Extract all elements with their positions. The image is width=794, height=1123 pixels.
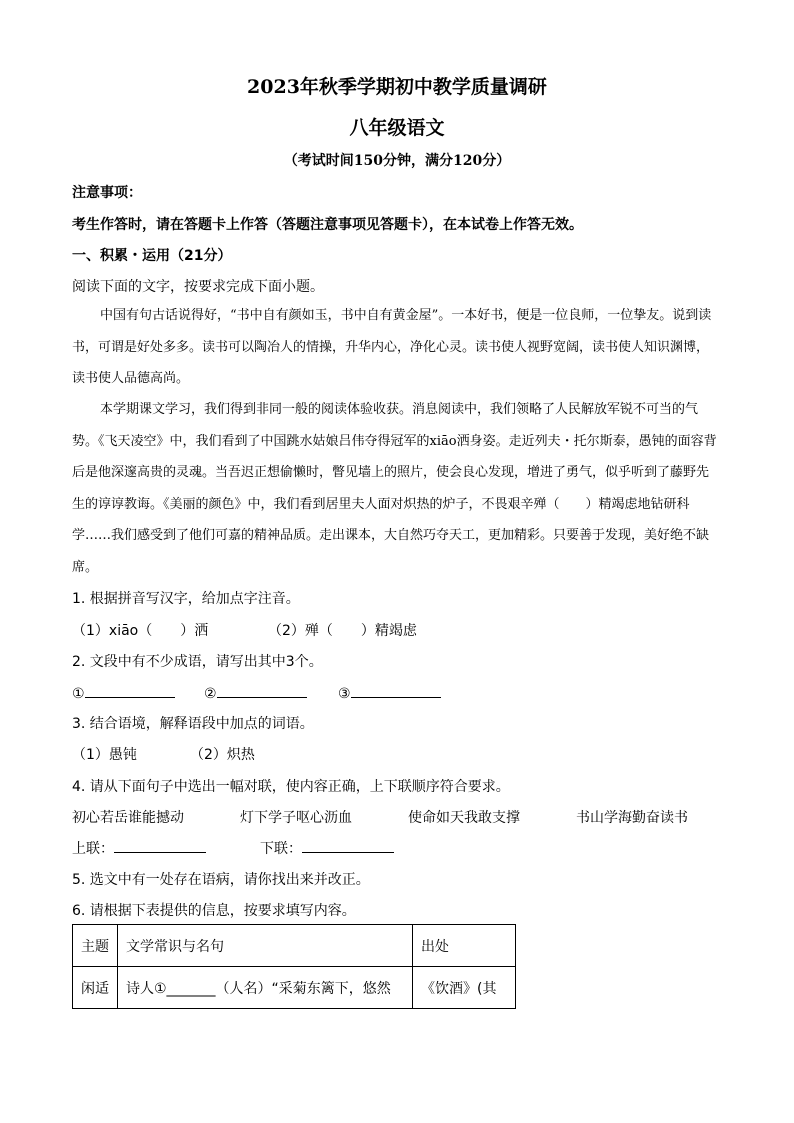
notice-heading: 注意事项： — [72, 185, 142, 201]
q4-lower — [260, 838, 394, 858]
q2-answer-1 — [72, 683, 175, 702]
exam-subject: 八年级语文 — [349, 117, 445, 139]
passage-paragraph-1 — [72, 300, 717, 395]
q2-answer-1-marker: ① — [72, 686, 85, 702]
q4-lower-label: 下联： — [260, 841, 302, 857]
q3-item-1: （1）愚钝 — [72, 747, 137, 763]
q3-items — [72, 744, 372, 764]
info-table — [72, 924, 516, 1009]
q2-answer-2-blank[interactable] — [217, 683, 307, 698]
passage-paragraph-2-text: 本学期课文学习，我们得到非同一般的阅读体验收获。消息阅读中，我们领略了人民解放军锐不可当的气势。《飞天凌空》中，我们看到了中国跳水姑娘吕伟夺得冠军的xiāo洒身姿。走近列夫・托尔斯泰，愚钝的面容背后是他深邃高贵的灵魂。当吾迟正想偷懒时，瞥见墙上的照片，使会良心发现，增进了勇气，似乎听到了藤野先生的谆谆教诲。《美丽的颜色》中，我们看到居里夫人面对炽热的炉子，不畏艰辛殚（ ）精竭虑地钻研科学……我们感受到了他们可嘉的精神品质。走出课本，大自然巧夺天工，更加精彩。只要善于发现，美好绝不缺席。 — [72, 402, 717, 575]
table-cell: 诗人①_______（人名）“采菊东篱下，悠然 — [118, 967, 413, 1009]
table-header-row — [73, 925, 516, 967]
q4-prompt: 4. 请从下面句子中选出一幅对联，使内容正确，上下联顺序符合要求。 — [72, 779, 510, 795]
table-header-cell: 出处 — [413, 925, 516, 967]
q4-upper-blank[interactable] — [114, 838, 206, 853]
q2-answer-3-blank[interactable] — [351, 683, 441, 698]
q1-item-1: （1）xiāo（ ）洒 — [72, 623, 209, 639]
q4-lower-blank[interactable] — [302, 838, 394, 853]
q4-options — [72, 807, 712, 827]
table-cell: 闲适 — [73, 967, 118, 1009]
q2-answer-2 — [204, 683, 307, 702]
notice-text: 考生作答时，请在答题卡上作答（答题注意事项见答题卡），在本试卷上作答无效。 — [72, 217, 583, 233]
table-row — [73, 967, 516, 1009]
q2-answers — [72, 683, 472, 703]
q4-option-1: 初心若岳谁能撼动 — [72, 810, 184, 826]
q3-item-2: （2）炽热 — [190, 747, 255, 763]
table-header-cell: 主题 — [73, 925, 118, 967]
q1-items — [72, 620, 472, 640]
q4-option-4: 书山学海勤奋读书 — [576, 810, 688, 826]
q4-upper-label: 上联： — [72, 841, 114, 857]
passage-paragraph-1-text: 中国有句古话说得好，“书中自有颜如玉，书中自有黄金屋”。一本好书，便是一位良师，一位挚友。说到读书，可谓是好处多多。读书可以陶冶人的情操，升华内心，净化心灵。读书使人视野宽阔，读书使人知识渊博，读书使人品德高尚。 — [72, 308, 712, 386]
q2-answer-3-marker: ③ — [338, 686, 351, 702]
q4-upper — [72, 838, 206, 858]
table-cell: 《饮酒》(其 — [413, 967, 516, 1009]
q2-answer-3 — [338, 683, 441, 702]
q2-answer-1-blank[interactable] — [85, 683, 175, 698]
exam-title: 2023年秋季学期初中教学质量调研 — [247, 76, 547, 98]
exam-time-info: （考试时间150分钟，满分120分） — [283, 153, 511, 169]
q6-prompt: 6. 请根据下表提供的信息，按要求填写内容。 — [72, 903, 356, 919]
section1-heading: 一、积累・运用（21分） — [72, 248, 232, 264]
q1-prompt: 1. 根据拼音写汉字，给加点字注音。 — [72, 591, 300, 607]
q1-item-2: （2）殚（ ）精竭虑 — [268, 623, 417, 639]
table-header-cell: 文学常识与名句 — [118, 925, 413, 967]
q4-option-3: 使命如天我敢支撑 — [408, 810, 520, 826]
section1-instruction: 阅读下面的文字，按要求完成下面小题。 — [72, 279, 324, 295]
q4-answers — [72, 838, 472, 858]
q2-prompt: 2. 文段中有不少成语，请写出其中3个。 — [72, 654, 323, 670]
passage-paragraph-2 — [72, 394, 717, 583]
q4-option-2: 灯下学子呕心沥血 — [240, 810, 352, 826]
q2-answer-2-marker: ② — [204, 686, 217, 702]
q3-prompt: 3. 结合语境，解释语段中加点的词语。 — [72, 716, 314, 732]
q5-prompt: 5. 选文中有一处存在语病，请你找出来并改正。 — [72, 872, 370, 888]
